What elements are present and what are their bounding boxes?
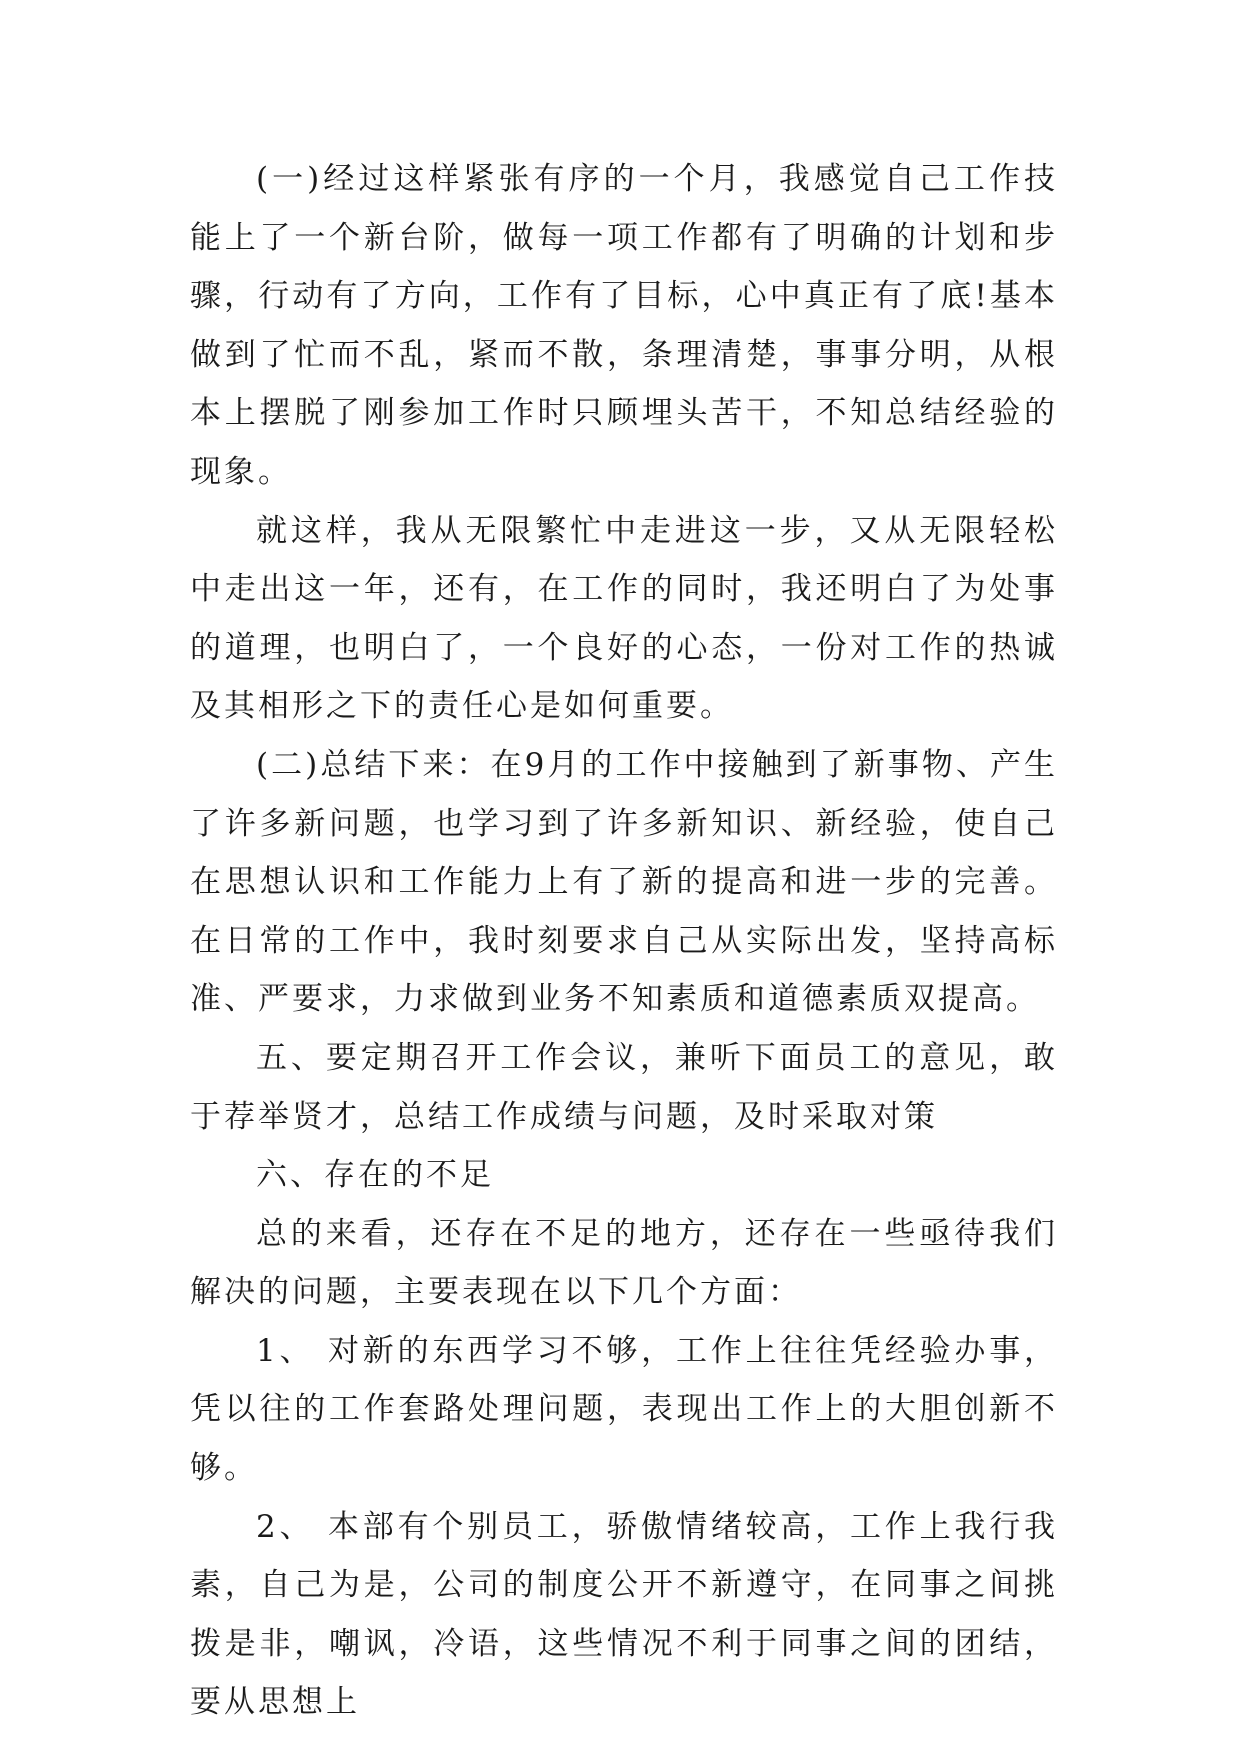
- paragraph-3: (二)总结下来：在9月的工作中接触到了新事物、产生了许多新问题，也学习到了许多新知识、新经验，使自己在思想认识和工作能力上有了新的提高和进一步的完善。在日常的工作中，我时刻要求自己从实际出发，坚持高标准、严要求，力求做到业务不知素质和道德素质双提高。: [190, 746, 1058, 1018]
- paragraph-2: 就这样，我从无限繁忙中走进这一步，又从无限轻松中走出这一年，还有，在工作的同时，我还明白了为处事的道理，也明白了，一个良好的心态，一份对工作的热诚及其相形之下的责任心是如何重要。: [190, 512, 1058, 725]
- paragraph-4: 五、要定期召开工作会议，兼听下面员工的意见，敢于荐举贤才，总结工作成绩与问题，及时采取对策: [190, 1039, 1058, 1135]
- list-item-1: 1、 对新的东西学习不够，工作上往往凭经验办事，凭以往的工作套路处理问题，表现出工作上的大胆创新不够。: [190, 1332, 1058, 1487]
- document-page: [190, 150, 1058, 1721]
- section-heading: 六、存在的不足: [256, 1157, 494, 1194]
- paragraph-1: (一)经过这样紧张有序的一个月，我感觉自己工作技能上了一个新台阶，做每一项工作都有了明确的计划和步骤，行动有了方向，工作有了目标，心中真正有了底!基本做到了忙而不乱，紧而不散，条理清楚，事事分明，从根本上摆脱了刚参加工作时只顾埋头苦干，不知总结经验的现象。: [190, 161, 1058, 490]
- paragraph-6: 总的来看，还存在不足的地方，还存在一些亟待我们解决的问题，主要表现在以下几个方面：: [190, 1215, 1058, 1311]
- list-item-2: 2、 本部有个别员工，骄傲情绪较高，工作上我行我素，自己为是，公司的制度公开不新遵守，在同事之间挑拨是非，嘲讽，冷语，这些情况不利于同事之间的团结，要从思想上: [190, 1508, 1058, 1721]
